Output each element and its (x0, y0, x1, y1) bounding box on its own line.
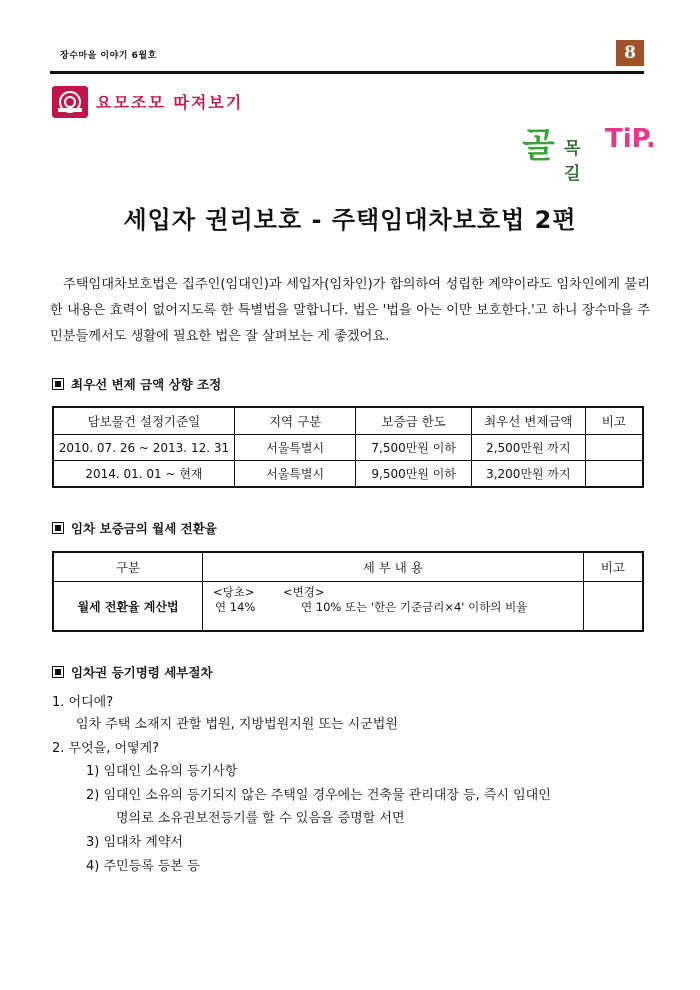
page-header (50, 38, 644, 72)
table-header-cell: 지역 구분 (234, 407, 356, 435)
list-item: 4) 주민등록 등본 등 (86, 859, 200, 874)
table-cell: 7,500만원 이하 (356, 435, 472, 461)
table-cell: 9,500만원 이하 (356, 461, 472, 488)
table-row-label: 월세 전환율 계산법 (53, 582, 203, 632)
table-cell: 2,500만원 까지 (472, 435, 586, 461)
list-item: 2. 무엇을, 어떻게? (52, 741, 160, 756)
intro-paragraph: 주택임대차보호법은 집주인(임대인)과 세입자(임차인)가 합의하여 성립한 계약이라도 임차인에게 불리한 내용은 효력이 없어지도록 한 특별법을 말합니다. 법은 '법을 아는 이만 보호한다.'고 하니 장수마을 주민분들께서도 생활에 필요한 법은 잘 살펴보는 게 좋겠어요. (50, 277, 650, 344)
table-cell: 2014. 01. 01 ~ 현재 (53, 461, 234, 488)
table-cell (585, 435, 643, 461)
detail-cell (203, 582, 584, 632)
logo-mokgil: 목길 (564, 139, 582, 184)
logo-gol: 골 (522, 126, 555, 166)
stamp-icon (52, 86, 88, 118)
conversion-rate-table (52, 551, 644, 632)
section-heading-conversion-rate: 임차 보증금의 월세 전환율 (52, 519, 217, 537)
list-item: 명의로 소유권보전등기를 할 수 있음을 증명할 서면 (116, 811, 405, 826)
priority-repayment-table (52, 406, 644, 488)
table-header-cell: 비고 (585, 407, 643, 435)
table-cell: 3,200만원 까지 (472, 461, 586, 488)
table-header-cell: 구분 (53, 552, 203, 582)
header-divider (50, 71, 644, 74)
list-item: 1) 임대인 소유의 등기사항 (86, 764, 238, 779)
table-header-cell: 보증금 한도 (356, 407, 472, 435)
table-row (53, 435, 643, 461)
table-header-row (53, 407, 643, 435)
checkbox-bullet-icon (52, 666, 64, 678)
checkbox-bullet-icon (52, 522, 64, 534)
section-heading-registration-order: 임차권 등기명령 세부절차 (52, 663, 213, 681)
table-cell: 2010. 07. 26 ~ 2013. 12. 31 (53, 435, 234, 461)
newsletter-title: 장수마을 이야기 6월호 (60, 51, 157, 61)
table-cell: 서울특별시 (234, 435, 356, 461)
list-item: 1. 어디에? (52, 695, 114, 710)
before-label: <당초> (213, 585, 255, 599)
table-cell (585, 461, 643, 488)
table-header-cell: 비고 (583, 552, 643, 582)
after-value: 연 10% 또는 '한은 기준금리×4' 이하의 비율 (301, 600, 528, 614)
before-value: 연 14% (215, 600, 256, 614)
logo-tip: TiP. (605, 124, 656, 154)
list-item: 2) 임대인 소유의 등기되지 않은 주택일 경우에는 건축물 관리대장 등, 즉시 임대인 (86, 788, 551, 803)
table-header-cell: 최우선 변제금액 (472, 407, 586, 435)
table-cell (583, 582, 643, 632)
after-label: <변경> (283, 585, 325, 599)
table-cell: 서울특별시 (234, 461, 356, 488)
table-row (53, 582, 643, 632)
list-item: 3) 임대차 계약서 (86, 835, 183, 850)
page-number: 8 (616, 40, 644, 66)
list-item: 임차 주택 소재지 관할 법원, 지방법원지원 또는 시군법원 (76, 717, 398, 732)
document-title: 세입자 권리보호 - 주택임대차보호법 2편 (123, 206, 577, 234)
table-row (53, 461, 643, 488)
table-header-cell: 담보물건 설정기준일 (53, 407, 234, 435)
section-title: 요모조모 따져보기 (96, 93, 244, 112)
table-header-row (53, 552, 643, 582)
section-heading-priority-repayment: 최우선 변제 금액 상향 조정 (52, 375, 221, 393)
table-header-cell: 세 부 내 용 (203, 552, 584, 582)
checkbox-bullet-icon (52, 378, 64, 390)
